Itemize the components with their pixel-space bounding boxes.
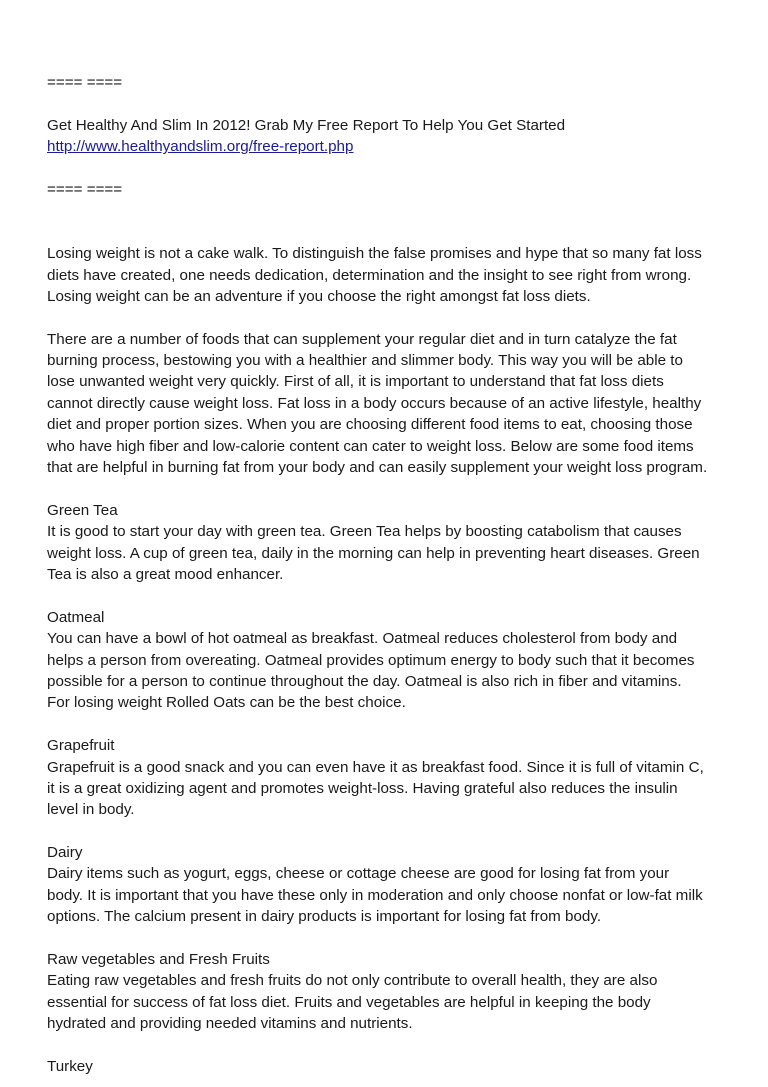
spacer (47, 200, 737, 243)
promo-line (47, 136, 737, 157)
paragraph-line: cannot directly cause weight loss. Fat loss in a body occurs because of an active lifestyle, healthy (47, 394, 702, 412)
paragraph-line: options. The calcium present in dairy products is important for losing fat from body. (47, 908, 602, 926)
paragraph-line: Grapefruit is a good snack and you can even have it as breakfast food. Since it is full of vitamin C, (47, 758, 704, 776)
paragraph-line: Tea is also a great mood enhancer. (47, 566, 284, 583)
section-oatmeal (47, 607, 737, 714)
section-title: Grapefruit (47, 737, 115, 755)
spacer (47, 585, 737, 606)
section-title: Turkey (47, 1057, 93, 1075)
intro-paragraph-1 (47, 243, 737, 307)
promo-link[interactable]: http://www.healthyandslim.org/free-report.php (47, 138, 354, 156)
paragraph-line: It is good to start your day with green tea. Green Tea helps by boosting catabolism that causes (47, 523, 682, 541)
spacer (47, 821, 737, 842)
spacer (47, 928, 737, 949)
section-title: Raw vegetables and Fresh Fruits (47, 951, 270, 969)
document-body (47, 72, 737, 1077)
paragraph-line: There are a number of foods that can supplement your regular diet and in turn catalyze the fat (47, 330, 677, 348)
paragraph-line: Dairy items such as yogurt, eggs, cheese or cottage cheese are good for losing fat from your (47, 865, 670, 883)
spacer (47, 478, 737, 499)
paragraph-line: body. It is important that you have these only in moderation and only choose nonfat or low-fat milk (47, 886, 703, 904)
section-green-tea (47, 500, 737, 586)
paragraph-line: it is a great oxidizing agent and promotes weight-loss. Having grateful also reduces the insulin (47, 779, 678, 797)
paragraph-line: who have high fiber and low-calorie content can cater to weight loss. Below are some food items (47, 437, 694, 455)
section-grapefruit (47, 735, 737, 821)
paragraph-line: Losing weight can be an adventure if you choose the right amongst fat loss diets. (47, 287, 591, 305)
paragraph-line: that are helpful in burning fat from your body and can easily supplement your weight loss program. (47, 459, 708, 477)
paragraph-line: diet and proper portion sizes. When you are choosing different food items to eat, choosing those (47, 416, 693, 434)
spacer (47, 714, 737, 735)
section-raw-vegetables-fruits (47, 949, 737, 1035)
section-title: Oatmeal (47, 608, 105, 626)
paragraph-line: essential for success of fat loss diet. Fruits and vegetables are helpful in keeping the body (47, 993, 651, 1011)
promo-text: Get Healthy And Slim In 2012! Grab My Free Report To Help You Get Started (47, 116, 566, 134)
paragraph-line: For losing weight Rolled Oats can be the best choice. (47, 694, 406, 712)
spacer (47, 1035, 737, 1056)
spacer (47, 158, 737, 179)
section-title: Dairy (47, 844, 83, 862)
paragraph-line: Losing weight is not a cake walk. To distinguish the false promises and hype that so many fat loss (47, 245, 702, 263)
paragraph-line: Eating raw vegetables and fresh fruits do not only contribute to overall health, they are also (47, 972, 658, 990)
paragraph-line: diets have created, one needs dedication, determination and the insight to see right from wrong. (47, 266, 692, 284)
intro-paragraph-2 (47, 329, 737, 479)
section-title: Green Tea (47, 501, 118, 519)
paragraph-line: weight loss. A cup of green tea, daily in the morning can help in preventing heart diseases. Green (47, 544, 700, 562)
spacer (47, 93, 737, 114)
paragraph-line: helps a person from overeating. Oatmeal provides optimum energy to body such that it becomes (47, 651, 695, 669)
separator-bottom: ==== ==== (47, 180, 123, 198)
paragraph-line: level in body. (47, 801, 135, 819)
section-turkey (47, 1056, 737, 1077)
paragraph-line: burning process, bestowing you with a healthier and slimmer body. This way you will be able to (47, 352, 683, 370)
paragraph-line: hydrated and providing needed vitamins and nutrients. (47, 1015, 413, 1033)
paragraph-line: lose unwanted weight very quickly. First of all, it is important to understand that fat loss diets (47, 373, 664, 391)
paragraph-line: You can have a bowl of hot oatmeal as breakfast. Oatmeal reduces cholesterol from body and (47, 630, 678, 648)
paragraph-line: possible for a person to continue throughout the day. Oatmeal is also rich in fiber and vitamins. (47, 672, 682, 690)
spacer (47, 307, 737, 328)
separator-top: ==== ==== (47, 74, 123, 91)
section-dairy (47, 842, 737, 928)
